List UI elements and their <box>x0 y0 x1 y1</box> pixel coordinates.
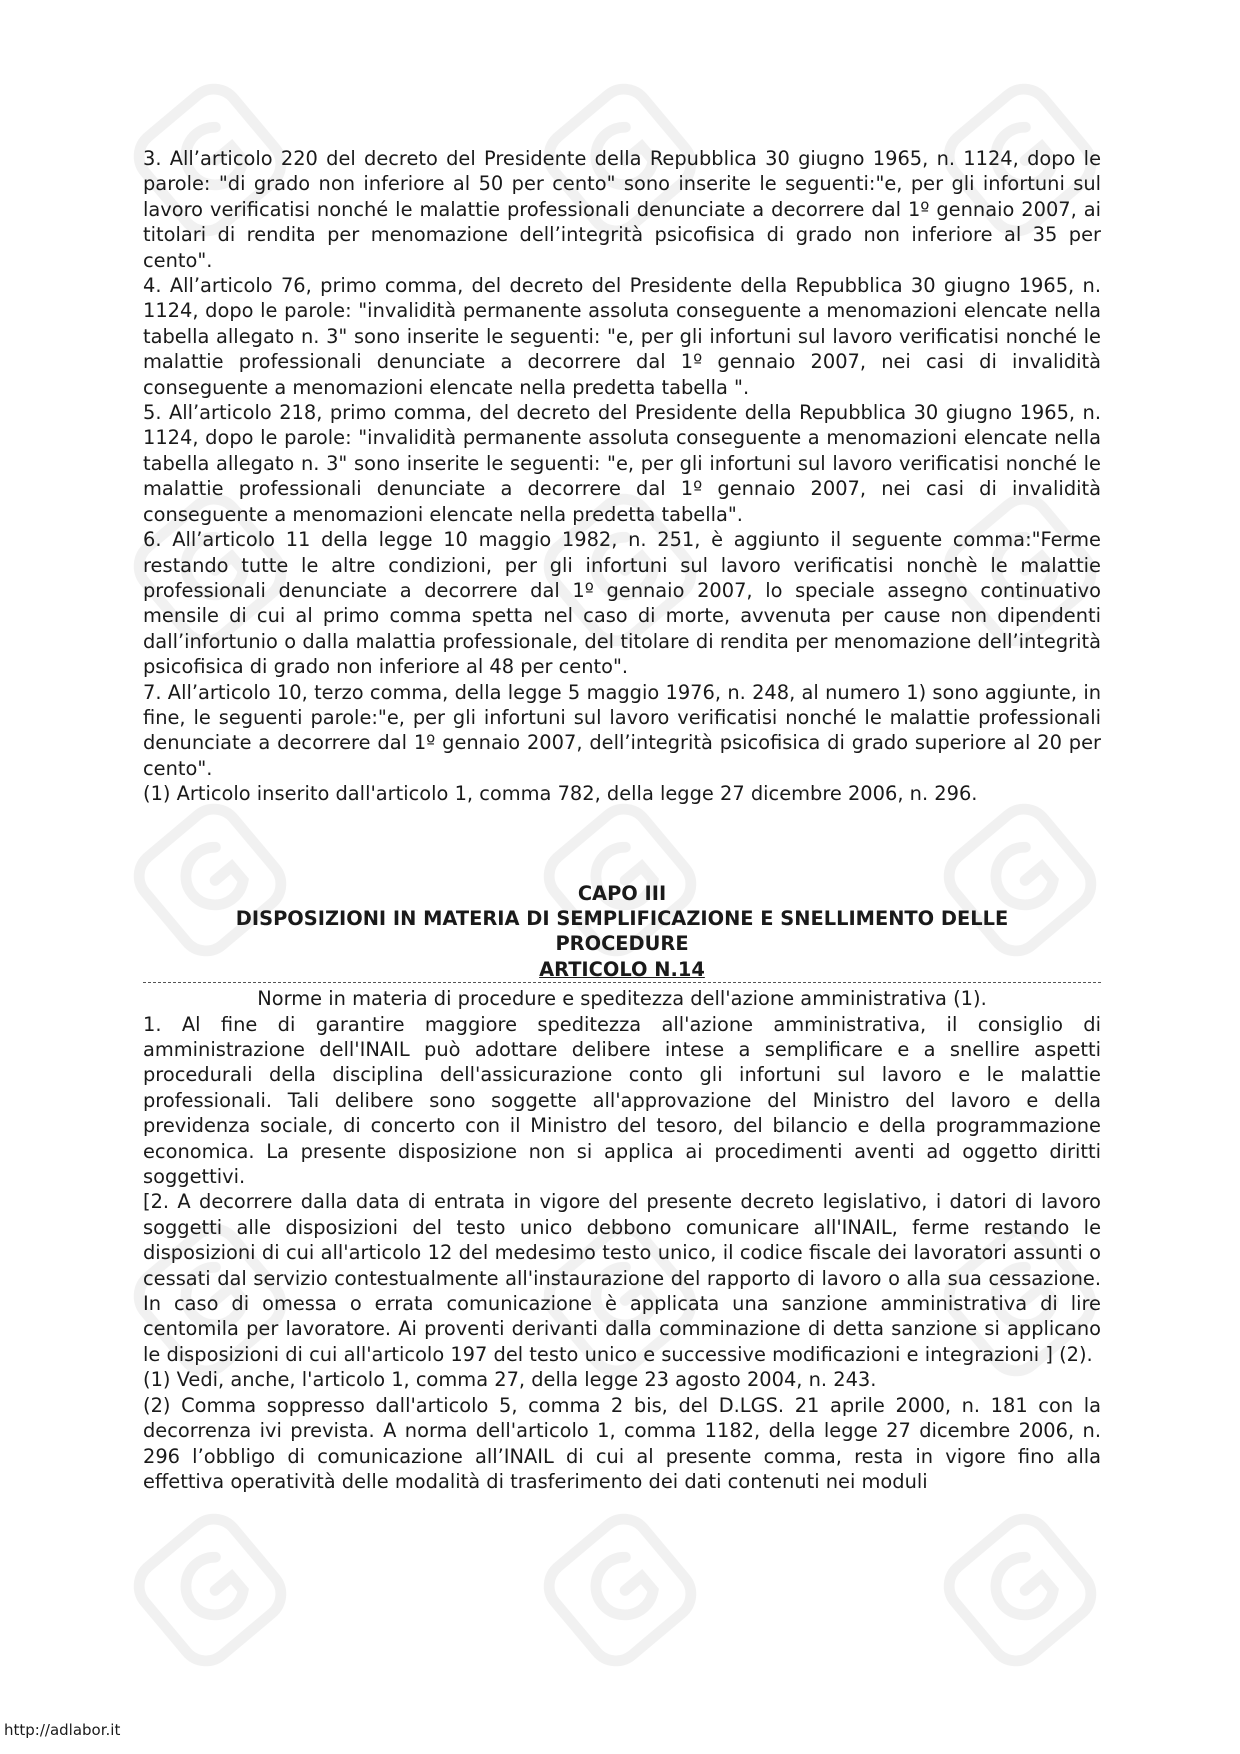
logo-watermark-icon <box>120 1500 300 1680</box>
paragraph: [2. A decorrere dalla data di entrata in vigore del presente decreto legislativo, i datori di lavoro soggetti alle disposizioni del testo unico debbono comunicare all'INAIL, ferme restando le disposizioni di cui all'articolo 12 del medesimo testo unico, il codice fiscale dei lavoratori assunti o cessati dal servizio contestualmente all'instaurazione del rapporto di lavoro o alla sua cessazione. In caso di omessa o errata comunicazione è applicata una sanzione amministrativa di lire centomila per lavoratore. Ai proventi derivanti dalla comminazione di detta sanzione si applicano le disposizioni di cui all'articolo 197 del testo unico e successive modificazioni e integrazioni ] (2). <box>143 1190 1101 1366</box>
paragraphs-article <box>143 1012 1101 1495</box>
paragraph: 6. All’articolo 11 della legge 10 maggio 1982, n. 251, è aggiunto il seguente comma:"Ferme restando tutte le altre condizioni, per gli infortuni sul lavoro verificatisi nonchè le malattie professionali denunciate a decorrere dal 1º gennaio 2007, lo speciale assegno continuativo mensile di cui al primo comma spetta nel caso di morte, avvenuta per cause non dipendenti dall’infortunio o dalla malattia professionale, del titolare di rendita per menomazione dell’integrità psicofisica di grado non inferiore al 48 per cento". <box>143 528 1101 679</box>
chapter-title-line-2: PROCEDURE <box>555 932 689 956</box>
footnote: (1) Articolo inserito dall'articolo 1, comma 782, della legge 27 dicembre 2006, n. 296. <box>143 782 978 806</box>
paragraph: 7. All’articolo 10, terzo comma, della legge 5 maggio 1976, n. 248, al numero 1) sono aggiunte, in fine, le seguenti parole:"e, per gli infortuni sul lavoro verificatisi nonché le malattie professionali denunciate a decorrere dal 1º gennaio 2007, dell’integrità psicofisica di grado superiore al 20 per cento". <box>143 680 1101 780</box>
chapter-heading: CAPO III <box>577 881 667 905</box>
article-heading: ARTICOLO N.14 <box>539 957 705 981</box>
footer-url: http://adlabor.it <box>4 1721 121 1739</box>
logo-watermark-icon <box>930 1500 1110 1680</box>
document-body <box>143 146 1101 1494</box>
footnote: (2) Comma soppresso dall'articolo 5, comma 2 bis, del D.LGS. 21 aprile 2000, n. 181 con la decorrenza ivi prevista. A norma dell'articolo 1, comma 1182, della legge 27 dicembre 2006, n. 296 l’obbligo di comunicazione all’INAIL di cui al presente comma, resta in vigore fino alla effettiva operatività delle modalità di trasferimento dei dati contenuti nei moduli <box>143 1393 1101 1493</box>
footnote: (1) Vedi, anche, l'articolo 1, comma 27, della legge 23 agosto 2004, n. 243. <box>143 1368 877 1392</box>
article-subtitle: Norme in materia di procedure e speditezza dell'azione amministrativa (1). <box>257 987 987 1011</box>
chapter-title-line-1: DISPOSIZIONI IN MATERIA DI SEMPLIFICAZIONE E SNELLIMENTO DELLE <box>235 906 1009 930</box>
paragraph: 5. All’articolo 218, primo comma, del decreto del Presidente della Repubblica 30 giugno 1965, n. 1124, dopo le parole: "invalidità permanente assoluta conseguente a menomazioni elencate nella tabella allegato n. 3" sono inserite le seguenti: "e, per gli infortuni sul lavoro verificatisi nonché le malattie professionali denunciate a decorrere dal 1º gennaio 2007, nei casi di invalidità conseguente a menomazioni elencate nella predetta tabella". <box>143 401 1101 526</box>
paragraph: 1. Al fine di garantire maggiore speditezza all'azione amministrativa, il consiglio di amministrazione dell'INAIL può adottare delibere intese a semplificare e a snellire aspetti procedurali della disciplina dell'assicurazione conto gli infortuni sul lavoro e le malattie professionali. Tali delibere sono soggette all'approvazione del Ministro del lavoro e della previdenza sociale, di concerto con il Ministro del tesoro, del bilancio e della programmazione economica. La presente disposizione non si applica ai procedimenti aventi ad oggetto diritti soggettivi. <box>143 1012 1101 1189</box>
paragraphs-top <box>143 146 1101 807</box>
logo-watermark-icon <box>530 1500 710 1680</box>
heading-divider <box>143 982 1101 983</box>
paragraph: 4. All’articolo 76, primo comma, del decreto del Presidente della Repubblica 30 giugno 1965, n. 1124, dopo le parole: "invalidità permanente assoluta conseguente a menomazioni elencate nella tabella allegato n. 3" sono inserite le seguenti: "e, per gli infortuni sul lavoro verificatisi nonché le malattie professionali denunciate a decorrere dal 1º gennaio 2007, nei casi di invalidità conseguente a menomazioni elencate nella predetta tabella ". <box>143 274 1101 399</box>
paragraph: 3. All’articolo 220 del decreto del Presidente della Repubblica 30 giugno 1965, n. 1124, dopo le parole: "di grado non inferiore al 50 per cento" sono inserite le seguenti:"e, per gli infortuni sul lavoro verificatisi nonché le malattie professionali denunciate a decorrere dal 1º gennaio 2007, ai titolari di rendita per menomazione dell’integrità psicofisica di grado non inferiore al 35 per cento". <box>143 147 1101 272</box>
